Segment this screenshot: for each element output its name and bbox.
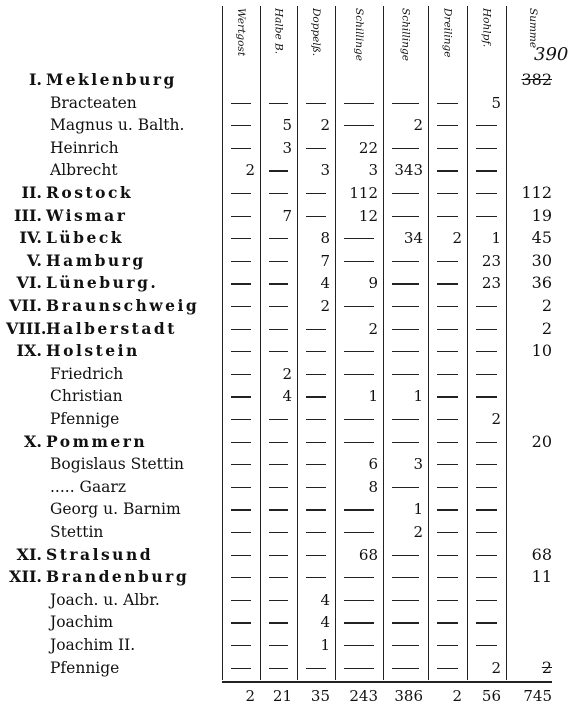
empty-dash (476, 329, 497, 330)
table-row (0, 205, 570, 227)
row-sum: 2 (541, 296, 552, 315)
roman-numeral: III. (13, 205, 42, 225)
empty-dash (344, 668, 374, 669)
empty-dash (476, 216, 497, 217)
empty-dash (392, 622, 419, 623)
row-sum: 19 (531, 205, 552, 225)
cell-value: 2 (413, 523, 423, 541)
empty-dash (306, 374, 326, 375)
table-row (0, 498, 570, 520)
empty-dash (306, 329, 326, 330)
empty-dash (231, 374, 251, 375)
empty-dash (269, 261, 288, 262)
table-row (0, 476, 570, 498)
empty-dash (344, 577, 374, 578)
empty-dash (476, 170, 497, 171)
row-label: Heinrich (50, 138, 119, 157)
column-total: 243 (349, 687, 378, 706)
table-row (0, 227, 570, 249)
empty-dash (306, 509, 326, 510)
table-row (0, 114, 570, 136)
empty-dash (306, 396, 326, 397)
roman-numeral: IX. (16, 341, 42, 361)
table-row (0, 137, 570, 159)
column-total: 56 (481, 687, 501, 706)
empty-dash (392, 668, 419, 669)
empty-dash (306, 148, 326, 149)
table-row (0, 431, 570, 453)
row-sum: 30 (531, 250, 552, 270)
cell-value: 2 (282, 364, 292, 383)
empty-dash (392, 577, 419, 578)
row-label: Rostock (46, 183, 134, 202)
table-row (0, 544, 570, 566)
cell-value: 2 (413, 116, 423, 135)
row-label: Joachim II. (50, 636, 136, 654)
empty-dash (476, 577, 497, 578)
row-label: Pfennige (50, 658, 120, 677)
empty-dash (269, 532, 288, 533)
cell-value: 5 (491, 93, 501, 112)
empty-dash (437, 261, 458, 262)
empty-dash (437, 351, 458, 352)
row-label: Stralsund (46, 544, 154, 564)
empty-dash (437, 442, 458, 443)
cell-value: 4 (320, 590, 330, 609)
empty-dash (392, 329, 419, 330)
cell-value: 6 (368, 455, 378, 474)
cell-value: 8 (320, 229, 330, 248)
empty-dash (306, 419, 326, 420)
row-label: Friedrich (50, 364, 124, 383)
empty-dash (437, 464, 458, 465)
cell-value: 4 (282, 387, 292, 406)
empty-dash (231, 442, 251, 443)
empty-dash (231, 668, 251, 669)
row-sum: 382 (521, 70, 552, 89)
empty-dash (269, 622, 288, 623)
empty-dash (437, 419, 458, 420)
roman-numeral: X. (24, 431, 42, 451)
empty-dash (476, 306, 497, 307)
empty-dash (476, 645, 497, 646)
row-label: Bracteaten (50, 93, 137, 112)
column-header: Hohlpf. (480, 8, 493, 48)
empty-dash (437, 283, 458, 284)
empty-dash (392, 645, 419, 646)
empty-dash (476, 555, 497, 556)
table-row (0, 318, 570, 340)
empty-dash (306, 193, 326, 194)
empty-dash (231, 509, 251, 510)
empty-dash (306, 442, 326, 443)
table-row (0, 272, 570, 294)
empty-dash (392, 148, 419, 149)
empty-dash (344, 351, 374, 352)
column-header: Schillinge (353, 8, 365, 61)
cell-value: 34 (403, 229, 423, 248)
empty-dash (269, 103, 288, 104)
empty-dash (231, 600, 251, 601)
cell-value: 112 (349, 184, 378, 202)
empty-dash (476, 193, 497, 194)
cell-value: 1 (413, 500, 423, 519)
empty-dash (392, 555, 419, 556)
empty-dash (344, 600, 374, 601)
empty-dash (231, 645, 251, 646)
cell-value: 343 (394, 161, 423, 180)
cell-value: 1 (491, 229, 501, 248)
column-total: 2 (452, 687, 462, 706)
empty-dash (306, 351, 326, 352)
row-label: ..... Gaarz (50, 477, 127, 496)
empty-dash (437, 487, 458, 488)
table-row (0, 295, 570, 317)
row-sum: 2 (541, 657, 552, 677)
empty-dash (437, 509, 458, 510)
empty-dash (306, 555, 326, 556)
empty-dash (231, 261, 251, 262)
empty-dash (392, 261, 419, 262)
empty-dash (392, 351, 419, 352)
empty-dash (437, 668, 458, 669)
row-label: Halberstadt (46, 318, 177, 338)
empty-dash (392, 306, 419, 307)
roman-numeral: VII. (9, 296, 42, 315)
empty-dash (344, 645, 374, 646)
roman-numeral: XI. (16, 544, 42, 564)
empty-dash (392, 374, 419, 375)
row-label: Albrecht (50, 161, 118, 180)
empty-dash (437, 577, 458, 578)
empty-dash (269, 193, 288, 194)
cell-value: 12 (358, 206, 378, 225)
table-row (0, 69, 570, 91)
roman-numeral: IV. (19, 228, 42, 248)
cell-value: 7 (320, 251, 330, 270)
empty-dash (392, 283, 419, 284)
empty-dash (476, 509, 497, 510)
cell-value: 3 (320, 161, 330, 180)
empty-dash (231, 193, 251, 194)
empty-dash (306, 103, 326, 104)
empty-dash (392, 419, 419, 420)
empty-dash (392, 193, 419, 194)
empty-dash (476, 374, 497, 375)
cell-value: 2 (368, 319, 378, 338)
cell-value: 2 (491, 410, 501, 428)
column-total: 35 (310, 687, 330, 706)
table-row (0, 385, 570, 407)
empty-dash (269, 351, 288, 352)
table-row (0, 340, 570, 362)
empty-dash (306, 577, 326, 578)
cell-value: 7 (282, 206, 292, 225)
roman-numeral: V. (26, 250, 42, 270)
empty-dash (231, 238, 251, 239)
empty-dash (306, 668, 326, 669)
cell-value: 2 (320, 297, 330, 315)
cell-value: 22 (358, 138, 378, 157)
empty-dash (476, 351, 497, 352)
column-header: Dreilinge (441, 8, 454, 58)
cell-value: 1 (368, 387, 378, 406)
empty-dash (231, 148, 251, 149)
empty-dash (269, 283, 288, 284)
empty-dash (476, 125, 497, 126)
table-row (0, 521, 570, 543)
empty-dash (269, 306, 288, 307)
empty-dash (437, 622, 458, 623)
totals-rule (222, 681, 552, 682)
column-total: 386 (394, 687, 423, 706)
cell-value: 4 (320, 274, 330, 293)
row-label: Hamburg (46, 250, 146, 270)
empty-dash (437, 125, 458, 126)
empty-dash (269, 645, 288, 646)
empty-dash (476, 622, 497, 623)
cell-value: 1 (320, 636, 330, 654)
row-label: Meklenburg (46, 70, 177, 89)
cell-value: 2 (320, 116, 330, 135)
row-sum: 11 (531, 567, 552, 587)
empty-dash (437, 396, 458, 397)
empty-dash (476, 148, 497, 149)
empty-dash (344, 374, 374, 375)
empty-dash (437, 306, 458, 307)
empty-dash (306, 464, 326, 465)
empty-dash (476, 396, 497, 397)
empty-dash (392, 216, 419, 217)
empty-dash (231, 577, 251, 578)
empty-dash (344, 261, 374, 262)
empty-dash (392, 442, 419, 443)
empty-dash (269, 170, 288, 171)
cell-value: 68 (358, 545, 378, 564)
table-row (0, 589, 570, 611)
column-header: Summe (527, 8, 539, 49)
cell-value: 23 (481, 251, 501, 270)
cell-value: 3 (413, 455, 423, 474)
cell-value: 3 (282, 138, 292, 157)
empty-dash (231, 103, 251, 104)
table-row (0, 657, 570, 679)
empty-dash (437, 103, 458, 104)
row-sum: 45 (531, 228, 552, 248)
empty-dash (344, 238, 374, 239)
table-row (0, 634, 570, 656)
empty-dash (476, 487, 497, 488)
empty-dash (269, 600, 288, 601)
empty-dash (437, 374, 458, 375)
table-row (0, 363, 570, 385)
empty-dash (231, 283, 251, 284)
roman-numeral: I. (28, 70, 42, 89)
empty-dash (269, 577, 288, 578)
empty-dash (437, 216, 458, 217)
empty-dash (306, 532, 326, 533)
empty-dash (231, 464, 251, 465)
table-row (0, 182, 570, 204)
roman-numeral: VI. (16, 273, 42, 293)
row-label: Lübeck (46, 228, 125, 248)
column-total: 2 (245, 687, 255, 706)
empty-dash (344, 419, 374, 420)
empty-dash (231, 532, 251, 533)
table-row (0, 408, 570, 430)
empty-dash (231, 419, 251, 420)
empty-dash (269, 487, 288, 488)
cell-value: 9 (368, 274, 378, 293)
cell-value: 5 (282, 116, 292, 135)
empty-dash (269, 329, 288, 330)
empty-dash (392, 103, 419, 104)
empty-dash (344, 103, 374, 104)
row-sum: 36 (531, 273, 552, 293)
empty-dash (344, 532, 374, 533)
row-label: Braunschweig (46, 296, 200, 315)
column-header: Wertgost (235, 8, 247, 57)
empty-dash (476, 464, 497, 465)
row-label: Stettin (50, 523, 104, 541)
handwritten-sum: 390 (534, 44, 569, 65)
table-row (0, 159, 570, 181)
empty-dash (269, 509, 288, 510)
column-total: 21 (272, 687, 292, 706)
table-row (0, 92, 570, 114)
cell-value: 23 (481, 274, 501, 293)
empty-dash (231, 487, 251, 488)
empty-dash (476, 600, 497, 601)
cell-value: 2 (491, 658, 501, 677)
empty-dash (231, 125, 251, 126)
empty-dash (437, 170, 458, 171)
row-label: Wismar (46, 205, 128, 225)
row-label: Georg u. Barnim (50, 500, 181, 519)
empty-dash (231, 306, 251, 307)
empty-dash (344, 125, 374, 126)
row-label: Pommern (46, 431, 148, 451)
row-label: Joachim (50, 613, 114, 632)
column-header: Doppelß. (310, 8, 322, 57)
roman-numeral: XII. (9, 567, 42, 587)
row-sum: 68 (531, 544, 552, 564)
table-row (0, 453, 570, 475)
row-label: Bogislaus Stettin (50, 455, 185, 474)
empty-dash (231, 216, 251, 217)
row-sum: 2 (541, 318, 552, 338)
empty-dash (437, 329, 458, 330)
empty-dash (437, 555, 458, 556)
empty-dash (344, 509, 374, 510)
roman-numeral: II. (21, 183, 42, 202)
empty-dash (437, 600, 458, 601)
column-total: 745 (523, 687, 552, 706)
table-row (0, 250, 570, 272)
empty-dash (437, 148, 458, 149)
row-label: Brandenburg (46, 567, 190, 587)
empty-dash (231, 555, 251, 556)
empty-dash (437, 193, 458, 194)
cell-value: 2 (452, 229, 462, 248)
row-sum: 20 (531, 431, 552, 451)
empty-dash (392, 600, 419, 601)
row-label: Magnus u. Balth. (50, 116, 185, 135)
empty-dash (231, 622, 251, 623)
empty-dash (344, 622, 374, 623)
empty-dash (476, 532, 497, 533)
empty-dash (231, 329, 251, 330)
table-row (0, 566, 570, 588)
row-sum: 112 (521, 183, 552, 202)
empty-dash (437, 532, 458, 533)
empty-dash (269, 668, 288, 669)
cell-value: 2 (245, 161, 255, 180)
cell-value: 8 (368, 477, 378, 496)
cell-value: 1 (413, 387, 423, 406)
empty-dash (344, 306, 374, 307)
row-label: Holstein (46, 341, 140, 361)
row-label: Lüneburg. (46, 273, 159, 293)
empty-dash (269, 442, 288, 443)
empty-dash (269, 464, 288, 465)
empty-dash (306, 216, 326, 217)
empty-dash (392, 487, 419, 488)
roman-numeral: VIII. (6, 318, 47, 338)
row-label: Christian (50, 387, 123, 406)
empty-dash (269, 238, 288, 239)
column-header: Schillinge (399, 8, 412, 61)
row-label: Pfennige (50, 410, 120, 428)
row-sum: 10 (531, 341, 552, 361)
empty-dash (269, 555, 288, 556)
empty-dash (306, 487, 326, 488)
cell-value: 4 (320, 613, 330, 632)
empty-dash (269, 419, 288, 420)
empty-dash (231, 396, 251, 397)
empty-dash (437, 645, 458, 646)
column-header: Halbe B. (272, 8, 285, 55)
empty-dash (231, 351, 251, 352)
cell-value: 3 (368, 161, 378, 180)
table-row (0, 611, 570, 633)
empty-dash (344, 442, 374, 443)
empty-dash (476, 442, 497, 443)
row-label: Joach. u. Albr. (50, 590, 160, 609)
